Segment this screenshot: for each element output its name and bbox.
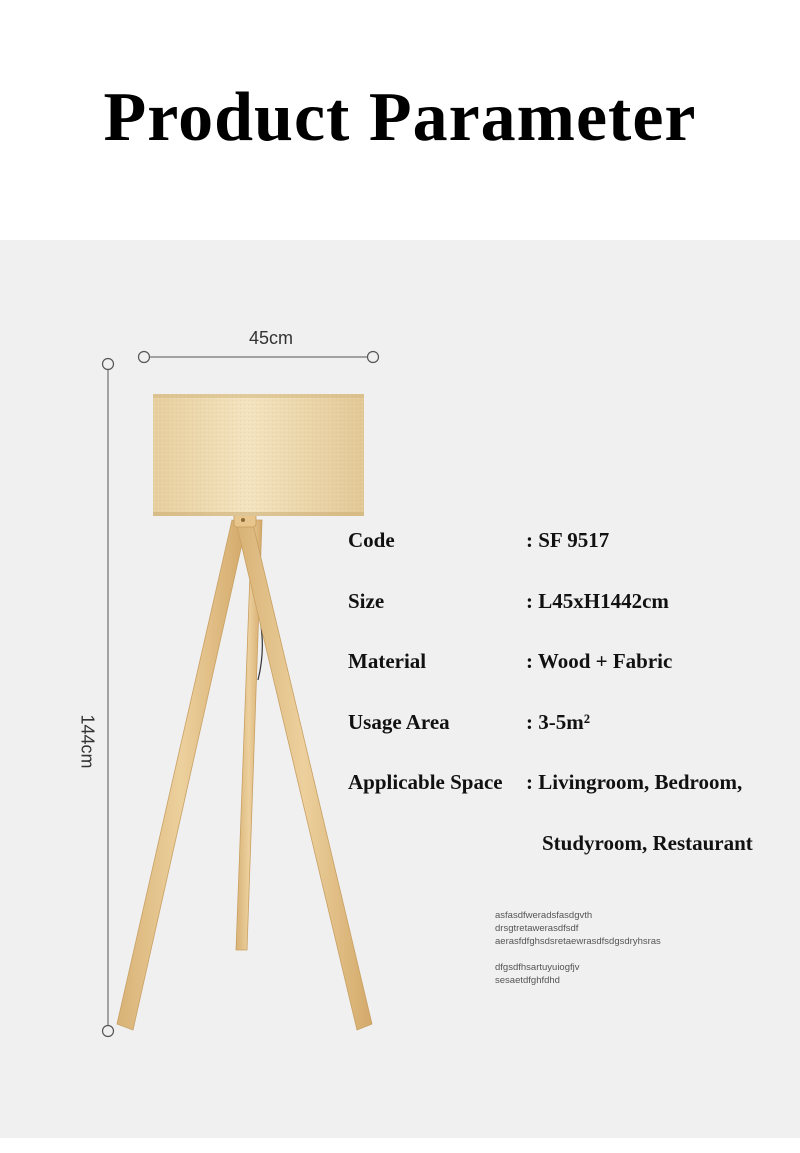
spec-value: : Livingroom, Bedroom,: [526, 770, 743, 794]
height-dimension-label: 144cm: [77, 714, 98, 769]
spec-label: Material: [348, 649, 427, 673]
width-dimension-line: [139, 352, 379, 363]
note-line: drsgtretawerasdfsdf: [495, 923, 579, 934]
spec-label: Code: [348, 528, 395, 552]
spec-label: Size: [348, 588, 385, 613]
spec-label: Usage Area: [348, 709, 450, 734]
spec-label: Applicable Space: [348, 770, 503, 794]
spec-value: : Wood + Fabric: [526, 649, 673, 673]
spec-row-applicable-space: [348, 770, 788, 831]
spec-row-material: [348, 649, 788, 710]
lamp-left-leg: [117, 520, 246, 1030]
page-title: Product Parameter: [103, 79, 697, 156]
spec-row-applicable-space-continued: [348, 831, 788, 892]
note-line: dfgsdfhsartuyuiogfjv: [495, 962, 580, 973]
width-dimension-label: 45cm: [249, 328, 294, 348]
lamp-shade: [153, 394, 364, 516]
spec-value: : L45xH1442cm: [526, 588, 669, 613]
spec-row-usage-area: [348, 710, 788, 771]
notes-block: [495, 909, 661, 987]
spec-value: : SF 9517: [526, 528, 610, 552]
spec-value: : 3-5m²: [526, 709, 591, 734]
height-dimension-line: [103, 359, 114, 1037]
joint-screw: [241, 518, 245, 522]
spec-row-size: [348, 589, 788, 650]
note-line: aerasfdfghsdsretaewrasdfsdgsdryhsras: [495, 936, 661, 947]
note-line: sesaetdfghfdhd: [495, 975, 560, 986]
spec-list: [348, 528, 788, 891]
spec-row-code: [348, 528, 788, 589]
spec-value-continuation: Studyroom, Restaurant: [542, 830, 753, 855]
note-line: asfasdfweradsfasdgvth: [495, 910, 593, 921]
note-spacer: [495, 948, 661, 961]
